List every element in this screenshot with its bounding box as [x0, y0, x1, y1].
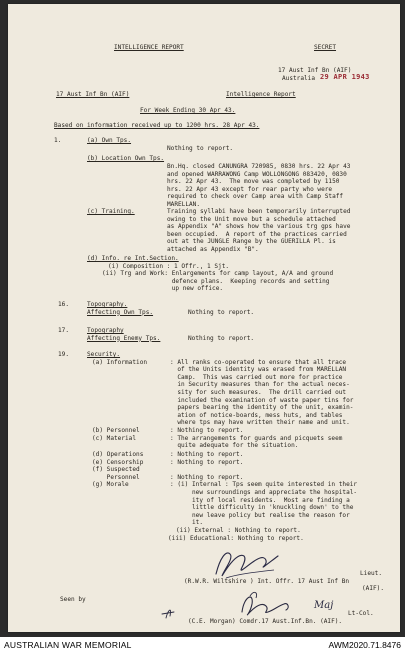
security-info-line-2: Camp. This was carried out more for practice: [170, 373, 343, 381]
report-title: Intelligence Report: [226, 91, 296, 98]
security-info-line-3: in Security measures than for the actual neces-: [170, 381, 350, 389]
security-censorship-body: : Nothing to report.: [170, 458, 244, 466]
section-1b-line-5: MARELLAN.: [167, 201, 201, 208]
report-title-header: INTELLIGENCE REPORT: [114, 44, 184, 51]
section-1c-line-2: as Appendix "A" shows how the various trg gps have: [167, 223, 351, 231]
security-personnel-body: : Nothing to report.: [170, 427, 244, 434]
section-1b-label: (b) Location Own Tps.: [87, 155, 165, 162]
security-censorship-label: (e) Censorship: [92, 458, 144, 466]
unit-right: 17 Aust Inf Bn (AIF): [278, 67, 352, 74]
section-1d-trg-line-0: (ii) Trg and Work: Enlargements for camp layout, A/A and ground: [102, 270, 334, 278]
security-info-line-4: sity for such measures. The drill carried out: [170, 389, 347, 396]
security-suspected-label: (f) Suspected: [92, 466, 140, 474]
section-1b-line-3: hrs. 22 Apr 43 except for rear party who were: [167, 185, 333, 193]
section-1-number: 1.: [54, 137, 62, 144]
section-17-body: Nothing to report.: [188, 334, 255, 342]
security-material-label: (c) Material: [92, 434, 137, 442]
section-1c-line-5: attached as Appendix "B".: [167, 246, 259, 253]
security-info-line-1: of the Units identity was erased from MARELLAN: [170, 366, 347, 374]
security-info-label: (a) Information: [92, 358, 148, 366]
morale-internal-line-0: : (i) Internal : Tps seem quite interested in their: [170, 481, 358, 489]
commander-line: (C.E. Morgan) Comdr.17 Aust.Inf.Bn. (AIF).: [188, 617, 343, 625]
security-morale-label: (g) Morale: [92, 481, 129, 489]
footer-publisher: AUSTRALIAN WAR MEMORIAL: [4, 640, 132, 650]
security-personnel-label: (b) Personnel: [92, 427, 140, 434]
section-1c-line-4: out at the JUNGLE Range by the GUERILLA Pl. is: [167, 238, 336, 246]
security-info-line-8: where tps may have written their name and unit.: [170, 419, 350, 427]
int-officer-aif: (AIF).: [362, 585, 385, 593]
section-17-title: Topography: [87, 327, 124, 334]
section-1b-line-1: and opened WARRAWONG Camp WOLLONGONG 083420, 0830: [167, 170, 347, 178]
morale-internal-line-3: little difficulty in 'knuckling down' to the: [170, 504, 354, 512]
morale-external: (ii) External : Nothing to report.: [176, 527, 301, 534]
received-date-stamp: 29 APR 1943: [320, 73, 370, 81]
section-1d-label: (d) Info. re Int.Section.: [87, 255, 179, 262]
security-info-line-5: included the examination of waste paper tins for: [170, 396, 354, 404]
commander-rank: Lt-Col.: [348, 610, 374, 617]
morale-internal-line-4: new leave policy but realise the reason for: [170, 511, 350, 519]
security-operations-label: (d) Operations: [92, 451, 144, 458]
section-17-subtitle: Affecting Enemy Tps.: [87, 334, 161, 342]
section-16-number: 16.: [58, 301, 70, 308]
section-1c-line-3: been occupied. A report of the practices carried: [167, 230, 347, 238]
int-officer-rank: Lieut.: [360, 570, 383, 577]
section-1b-line-0: Bn.Hq. closed CANUNGRA 720985, 0830 hrs. 22 Apr 43: [167, 163, 351, 170]
section-1d-trg-line-2: up new office.: [102, 285, 224, 293]
section-16-subtitle: Affecting Own Tps.: [87, 308, 154, 316]
section-1c-label: (c) Training.: [87, 208, 135, 215]
section-1a-label: (a) Own Tps.: [87, 137, 132, 144]
seen-by-label: Seen by: [60, 596, 86, 603]
security-info-line-6: papers bearing the identity of the unit, examin-: [170, 404, 354, 412]
int-officer-line: (R.W.R. Wiltshire ) Int. Offr. 17 Aust Inf Bn: [184, 577, 350, 585]
section-1a-body: Nothing to report.: [167, 145, 234, 152]
section-19-number: 19.: [58, 351, 70, 358]
section-16-body: Nothing to report.: [188, 308, 255, 316]
security-info-line-0: : All ranks co-operated to ensure that all trace: [170, 358, 347, 366]
section-16-title: Topography.: [87, 301, 128, 308]
classification-secret: SECRET: [314, 44, 337, 51]
morale-internal-line-5: it.: [170, 519, 204, 527]
section-19-title: Security.: [87, 351, 121, 358]
section-1c-line-1: owing to the Unit move but a schedule attached: [167, 215, 336, 223]
security-material-line-1: quite adequate for the situation.: [170, 442, 299, 450]
security-material-line-0: : The arrangements for guards and picquets seem: [170, 434, 343, 442]
section-1d-composition: (i) Composition : 1 Offr., 1 Sjt.: [108, 262, 230, 270]
archive-footer: [0, 637, 405, 653]
morale-internal-line-1: new surroundings and appreciate the hospital-: [170, 489, 358, 496]
section-17-number: 17.: [58, 327, 70, 334]
section-1b-line-4: required to check over Camp area with Camp Staff: [167, 193, 344, 201]
commander-annotation: Maj: [314, 600, 334, 611]
section-1c-line-0: Training syllabi have been temporarily interrupted: [167, 208, 351, 215]
morale-internal-line-2: ity of local residents. Most are finding a: [170, 496, 350, 504]
security-operations-body: : Nothing to report.: [170, 451, 244, 458]
document-page: [8, 4, 400, 632]
security-suspected-body: : Nothing to report.: [170, 473, 244, 481]
security-info-line-7: ation of notice-boards, mess huts, and tables: [170, 411, 343, 419]
location: Australia: [282, 75, 316, 82]
morale-educational: (iii) Educational: Nothing to report.: [168, 534, 304, 542]
security-personnel-sublabel: Personnel: [92, 473, 140, 481]
section-1d-trg-line-1: defence plans. Keeping records and setting: [102, 277, 330, 285]
based-on-line: Based on information received up to 1200 hrs. 28 Apr 43.: [54, 122, 260, 129]
section-1b-line-2: hrs. 22 Apr 43. The move was completed by 1150: [167, 178, 340, 186]
footer-accession: AWM2020.71.8476: [328, 640, 401, 650]
week-ending: For Week Ending 30 Apr 43.: [140, 107, 236, 114]
unit-left: 17 Aust Inf Bn (AIF): [56, 91, 130, 98]
